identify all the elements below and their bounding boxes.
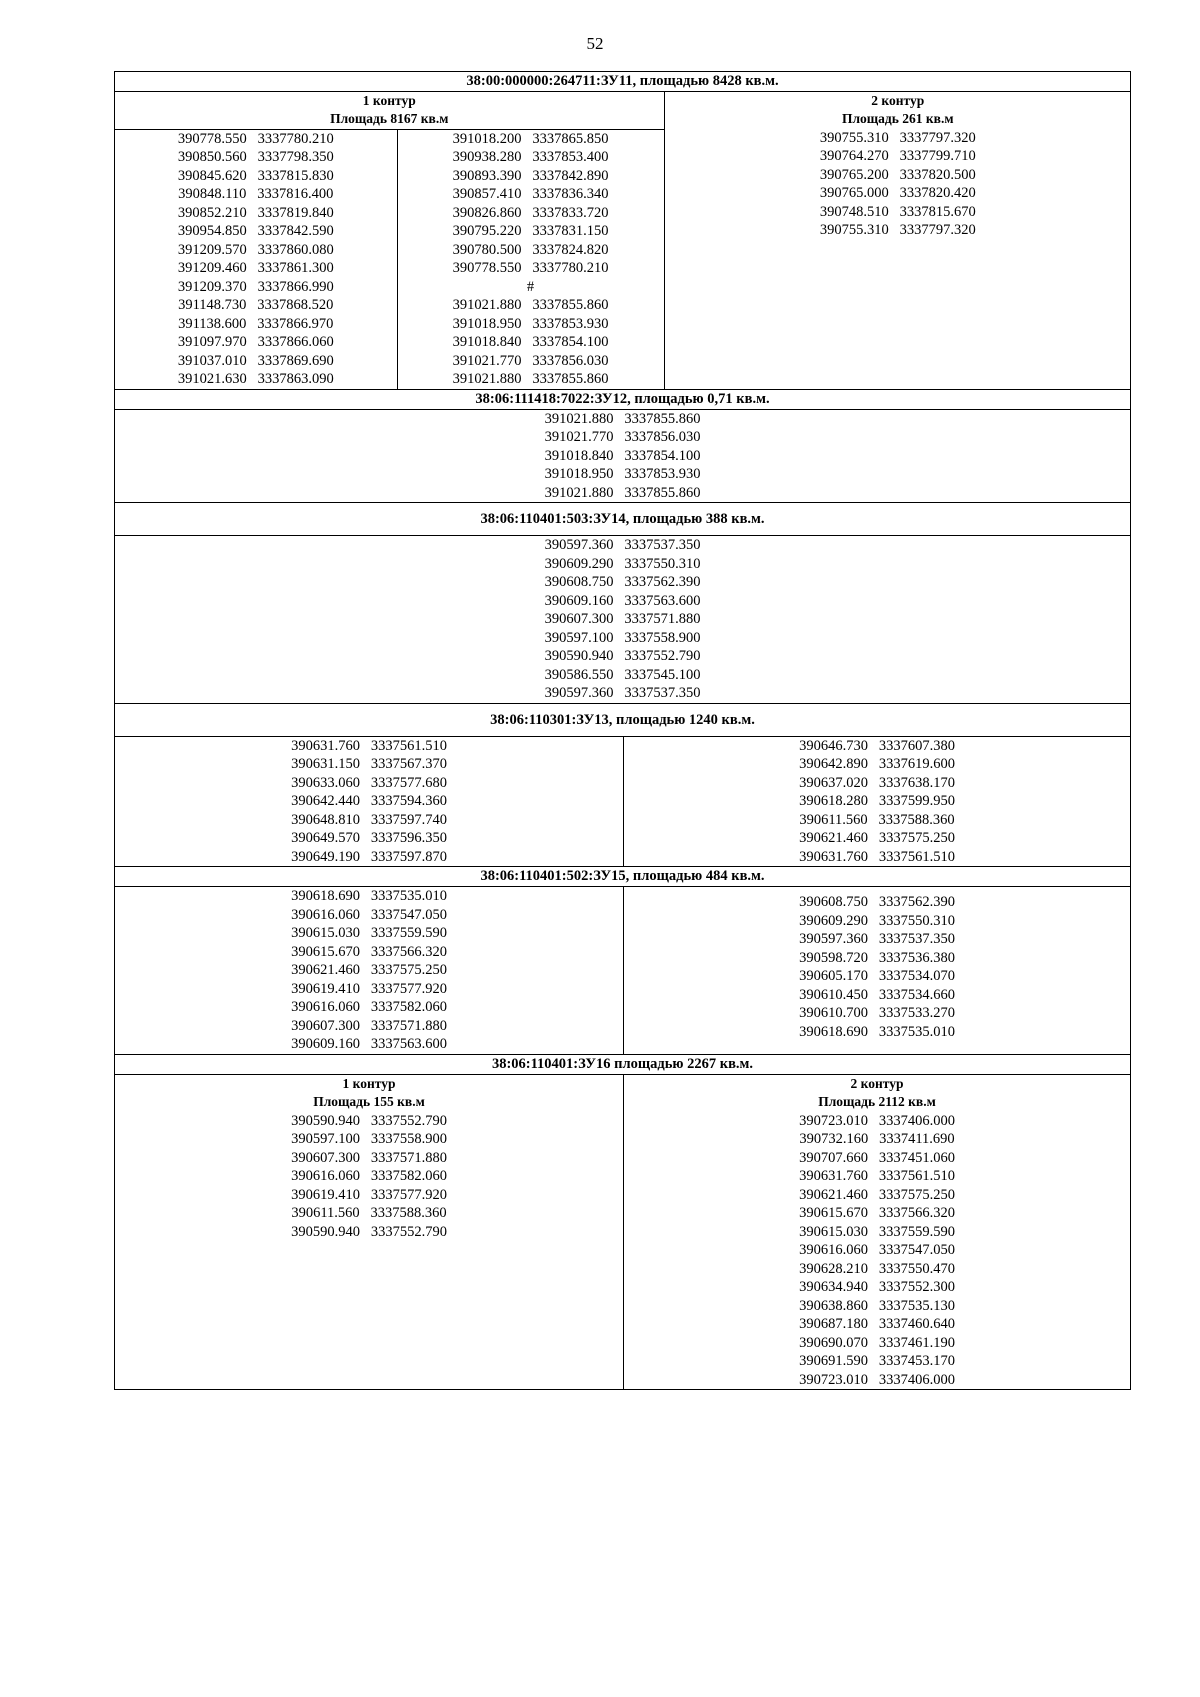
coordinate-row: 390631.760 3337561.510 [799, 848, 955, 865]
coordinate-row: 390723.010 3337406.000 [799, 1112, 955, 1129]
coordinate-row: 391018.950 3337853.930 [452, 315, 609, 332]
coordinates-table [114, 71, 1131, 1390]
coordinate-row: 390642.890 3337619.600 [799, 756, 955, 772]
coordinate-row: 390607.300 3337571.880 [291, 1149, 447, 1166]
coordinate-row: 391209.370 3337866.990 [177, 278, 334, 295]
coordinate-row: 390691.590 3337453.170 [799, 1353, 955, 1369]
coordinate-row: 390610.700 3337533.270 [799, 1005, 955, 1021]
coordinate-row: 391018.840 3337854.100 [452, 334, 609, 350]
zu16-contour2-label: 2 контур [850, 1075, 904, 1091]
coordinate-row: 390597.100 3337558.900 [544, 629, 701, 646]
coordinate-row: 391097.970 3337866.060 [177, 334, 334, 350]
zu15-left-coords [115, 887, 623, 1054]
zu11-contour1-col-a [115, 130, 397, 389]
page-number: 52 [586, 34, 604, 53]
zu11-contour1-col-b [398, 130, 664, 389]
coordinate-row: 390618.280 3337599.950 [799, 793, 955, 809]
coordinate-row: 390608.750 3337562.390 [799, 894, 955, 910]
coordinate-row: 391021.630 3337863.090 [177, 371, 334, 387]
coordinate-row: 390586.550 3337545.100 [544, 666, 701, 683]
zu11-contour2-coords [665, 129, 1132, 240]
coordinate-row: 390795.220 3337831.150 [452, 223, 609, 239]
coordinate-row: 390707.660 3337451.060 [799, 1149, 955, 1166]
coordinate-row: 390723.010 3337406.000 [799, 1371, 955, 1388]
coordinate-row: 390764.270 3337799.710 [819, 148, 976, 164]
coordinate-row: 390628.210 3337550.470 [799, 1260, 955, 1277]
coordinate-row: 390850.560 3337798.350 [177, 149, 334, 165]
coordinate-row: 390597.100 3337558.900 [291, 1131, 447, 1147]
coordinate-row: 390778.550 3337780.210 [452, 260, 609, 276]
coordinate-row: 390608.750 3337562.390 [544, 574, 701, 590]
coordinate-row: 390634.940 3337552.300 [799, 1279, 955, 1295]
coordinate-row: 390605.170 3337534.070 [799, 968, 955, 984]
coordinate-row: 390755.310 3337797.320 [819, 222, 976, 238]
coordinate-row: 390780.500 3337824.820 [452, 241, 609, 258]
zu16-title: 38:06:110401:ЗУ16 площадью 2267 кв.м. [115, 1054, 1131, 1074]
zu16-contour2-area: Площадь 2112 кв.м [818, 1094, 936, 1109]
coordinate-row: 390616.060 3337547.050 [291, 906, 447, 923]
coordinate-row: 390631.150 3337567.370 [291, 756, 447, 772]
coordinate-row: 390748.510 3337815.670 [819, 203, 976, 220]
coordinate-row: 391018.200 3337865.850 [452, 130, 609, 147]
zu15-right-coords [624, 893, 1130, 1041]
coordinate-row: 390755.310 3337797.320 [819, 129, 976, 146]
coordinate-row: 390611.560 3337588.360 [799, 811, 955, 828]
coordinate-row: 391021.880 3337855.860 [544, 484, 701, 501]
coordinate-row: 390616.060 3337582.060 [291, 1168, 447, 1184]
coordinate-row: 390938.280 3337853.400 [452, 149, 609, 165]
zu15-title: 38:06:110401:502:ЗУ15, площадью 484 кв.м. [115, 867, 1131, 887]
coordinate-row: 390646.730 3337607.380 [799, 737, 955, 754]
coordinate-row: 390619.410 3337577.920 [291, 980, 447, 997]
coordinate-row: 390609.290 3337550.310 [544, 555, 701, 572]
coordinate-row: 390615.030 3337559.590 [291, 925, 447, 941]
coordinate-row: 391209.460 3337861.300 [177, 260, 334, 276]
zu14-title: 38:06:110401:503:ЗУ14, площадью 388 кв.м. [115, 503, 1131, 536]
coordinate-row: 391148.730 3337868.520 [178, 297, 334, 313]
zu12-coords [115, 410, 1130, 503]
coordinate-row: 391018.950 3337853.930 [544, 466, 701, 482]
coordinate-row: 390765.000 3337820.420 [819, 185, 976, 201]
coordinate-row: 390893.390 3337842.890 [452, 167, 609, 184]
coordinate-row: 390649.570 3337596.350 [291, 830, 447, 846]
zu16-contour1-area: Площадь 155 кв.м [313, 1094, 425, 1109]
coordinate-row: 390857.410 3337836.340 [452, 186, 609, 202]
coordinate-row: 390615.670 3337566.320 [291, 943, 447, 960]
zu11-contour1-label: 1 контур [362, 92, 416, 108]
zu13-right-coords [624, 737, 1130, 867]
coordinate-row: 390826.860 3337833.720 [452, 204, 609, 221]
coordinate-row: 391021.770 3337856.030 [452, 352, 609, 369]
coordinate-row: 390631.760 3337561.510 [291, 737, 447, 754]
coordinate-row: 390618.690 3337535.010 [799, 1023, 955, 1040]
coordinate-row: 390732.160 3337411.690 [799, 1131, 955, 1147]
zu11-contour2-label: 2 контур [871, 92, 925, 108]
zu13-title: 38:06:110301:ЗУ13, площадью 1240 кв.м. [115, 703, 1131, 736]
coordinate-row: 391209.570 3337860.080 [177, 241, 334, 258]
coordinate-row: 391037.010 3337869.690 [177, 352, 334, 369]
coordinate-row: 390609.160 3337563.600 [544, 592, 701, 609]
coordinate-row: 390619.410 3337577.920 [291, 1186, 447, 1203]
coordinate-row: 390609.290 3337550.310 [799, 912, 955, 929]
coordinate-row: 391021.880 3337855.860 [452, 297, 609, 313]
coordinate-row: # [526, 278, 535, 295]
coordinate-row: 390642.440 3337594.360 [291, 793, 447, 809]
coordinate-row: 390848.110 3337816.400 [178, 186, 334, 202]
coordinate-row: 390845.620 3337815.830 [177, 167, 334, 184]
zu14-coords [115, 536, 1130, 703]
coordinate-row: 390637.020 3337638.170 [799, 774, 955, 791]
coordinate-row: 390590.940 3337552.790 [544, 648, 701, 664]
coordinate-row: 390687.180 3337460.640 [799, 1316, 955, 1332]
coordinate-row: 390615.030 3337559.590 [799, 1223, 955, 1240]
coordinate-row: 390765.200 3337820.500 [819, 166, 976, 183]
coordinate-row: 390649.190 3337597.870 [291, 848, 447, 865]
coordinate-row: 390597.360 3337537.350 [799, 931, 955, 947]
coordinate-row: 390633.060 3337577.680 [291, 774, 447, 791]
coordinate-row: 390618.690 3337535.010 [291, 888, 447, 904]
coordinate-row: 391021.880 3337855.860 [452, 371, 609, 387]
coordinate-row: 390607.300 3337571.880 [544, 611, 701, 627]
coordinate-row: 390609.160 3337563.600 [291, 1036, 447, 1052]
coordinate-row: 390611.560 3337588.360 [291, 1205, 447, 1221]
coordinate-row: 390597.360 3337537.350 [544, 685, 701, 701]
coordinate-row: 390607.300 3337571.880 [291, 1017, 447, 1034]
coordinate-row: 390590.940 3337552.790 [291, 1112, 447, 1129]
coordinate-row: 390778.550 3337780.210 [177, 130, 334, 147]
zu16-contour2-coords [624, 1112, 1130, 1390]
coordinate-row: 390690.070 3337461.190 [799, 1334, 955, 1351]
zu16-contour1-label: 1 контур [342, 1075, 396, 1091]
coordinate-row: 390590.940 3337552.790 [291, 1223, 447, 1240]
zu13-left-coords [115, 737, 623, 867]
coordinate-row: 390616.060 3337547.050 [799, 1242, 955, 1258]
coordinate-row: 390631.760 3337561.510 [799, 1168, 955, 1184]
zu11-contour1-area: Площадь 8167 кв.м [330, 111, 449, 126]
coordinate-row: 391021.770 3337856.030 [544, 429, 701, 445]
coordinate-row: 390621.460 3337575.250 [799, 830, 955, 846]
zu11-contour2-area: Площадь 261 кв.м [841, 111, 954, 126]
coordinate-row: 390615.670 3337566.320 [799, 1205, 955, 1221]
coordinate-row: 390621.460 3337575.250 [291, 962, 447, 978]
coordinate-row: 390852.210 3337819.840 [177, 204, 334, 221]
zu16-contour1-coords [115, 1112, 623, 1242]
coordinate-row: 390621.460 3337575.250 [799, 1186, 955, 1203]
coordinate-row: 390638.860 3337535.130 [799, 1297, 955, 1314]
coordinate-row: 391021.880 3337855.860 [544, 410, 701, 427]
coordinate-row: 391138.600 3337866.970 [178, 315, 334, 332]
coordinate-row: 390597.360 3337537.350 [544, 537, 701, 553]
coordinate-row: 391018.840 3337854.100 [544, 447, 701, 464]
coordinate-row: 390610.450 3337534.660 [799, 986, 955, 1003]
zu12-title: 38:06:111418:7022:ЗУ12, площадью 0,71 кв.м. [115, 389, 1131, 409]
coordinate-row: 390598.720 3337536.380 [799, 949, 955, 966]
coordinate-row: 390616.060 3337582.060 [291, 999, 447, 1015]
coordinate-row: 390648.810 3337597.740 [291, 811, 447, 828]
zu11-title: 38:00:000000:264711:ЗУ11, площадью 8428 кв.м. [115, 72, 1131, 92]
coordinate-row: 390954.850 3337842.590 [177, 223, 334, 239]
